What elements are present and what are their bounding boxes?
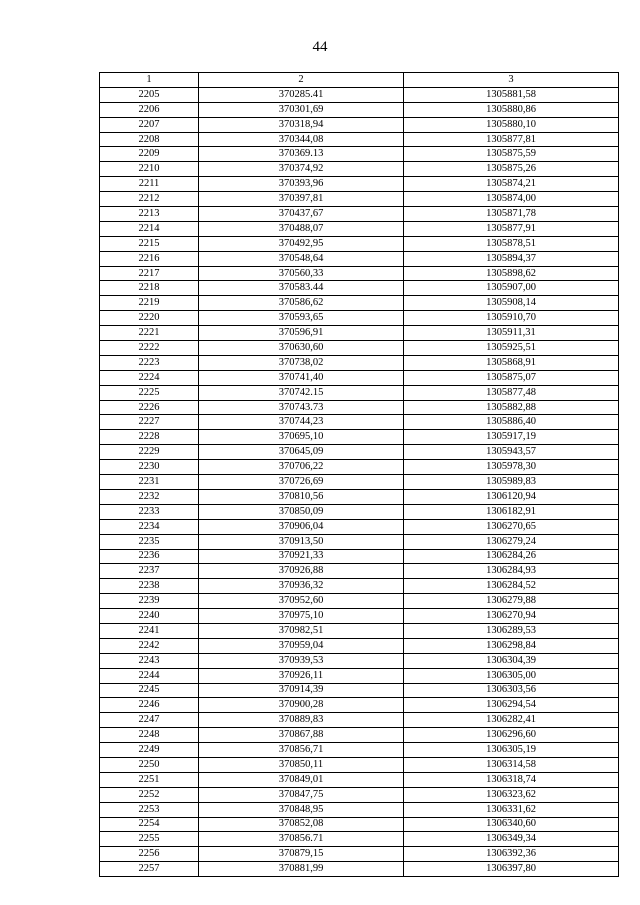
y-coordinate-cell: 1305874,21 (404, 177, 619, 192)
y-coordinate-cell: 1305882,88 (404, 400, 619, 415)
point-number-cell: 2226 (100, 400, 199, 415)
table-row (100, 415, 619, 430)
point-number-cell: 2216 (100, 251, 199, 266)
x-coordinate-cell: 370560,33 (199, 266, 404, 281)
table-body (100, 87, 619, 876)
table-row (100, 743, 619, 758)
point-number-cell: 2244 (100, 668, 199, 683)
y-coordinate-cell: 1305910,70 (404, 311, 619, 326)
table-row (100, 147, 619, 162)
table-row (100, 251, 619, 266)
x-coordinate-cell: 370695,10 (199, 430, 404, 445)
y-coordinate-cell: 1305880,10 (404, 117, 619, 132)
y-coordinate-cell: 1306318,74 (404, 772, 619, 787)
table-row (100, 772, 619, 787)
table-row (100, 266, 619, 281)
table-row (100, 221, 619, 236)
point-number-cell: 2233 (100, 504, 199, 519)
y-coordinate-cell: 1305886,40 (404, 415, 619, 430)
y-coordinate-cell: 1306120,94 (404, 489, 619, 504)
table-row (100, 445, 619, 460)
table-row (100, 862, 619, 877)
x-coordinate-cell: 370706,22 (199, 460, 404, 475)
point-number-cell: 2225 (100, 385, 199, 400)
y-coordinate-cell: 1305875,07 (404, 370, 619, 385)
y-coordinate-cell: 1305871,78 (404, 207, 619, 222)
point-number-cell: 2221 (100, 326, 199, 341)
x-coordinate-cell: 370548,64 (199, 251, 404, 266)
x-coordinate-cell: 370492,95 (199, 236, 404, 251)
point-number-cell: 2241 (100, 623, 199, 638)
table-row (100, 430, 619, 445)
x-coordinate-cell: 370852,08 (199, 817, 404, 832)
point-number-cell: 2229 (100, 445, 199, 460)
point-number-cell: 2257 (100, 862, 199, 877)
point-number-cell: 2205 (100, 87, 199, 102)
y-coordinate-cell: 1305894,37 (404, 251, 619, 266)
y-coordinate-cell: 1305877,81 (404, 132, 619, 147)
table-row (100, 355, 619, 370)
point-number-cell: 2212 (100, 192, 199, 207)
x-coordinate-cell: 370742.15 (199, 385, 404, 400)
table-row (100, 519, 619, 534)
y-coordinate-cell: 1306331,62 (404, 802, 619, 817)
point-number-cell: 2214 (100, 221, 199, 236)
y-coordinate-cell: 1306294,54 (404, 698, 619, 713)
y-coordinate-cell: 1305875,59 (404, 147, 619, 162)
x-coordinate-cell: 370848,95 (199, 802, 404, 817)
table-row (100, 847, 619, 862)
page-number: 44 (312, 39, 328, 55)
x-coordinate-cell: 370856.71 (199, 832, 404, 847)
table-row (100, 713, 619, 728)
y-coordinate-cell: 1306284,52 (404, 579, 619, 594)
x-coordinate-cell: 370975,10 (199, 609, 404, 624)
table-row (100, 385, 619, 400)
y-coordinate-cell: 1306392,36 (404, 847, 619, 862)
point-number-cell: 2206 (100, 102, 199, 117)
table-header-row (100, 73, 619, 88)
point-number-cell: 2231 (100, 475, 199, 490)
point-number-cell: 2251 (100, 772, 199, 787)
y-coordinate-cell: 1306289,53 (404, 623, 619, 638)
x-coordinate-cell: 370879,15 (199, 847, 404, 862)
x-coordinate-cell: 370583.44 (199, 281, 404, 296)
y-coordinate-cell: 1305874,00 (404, 192, 619, 207)
point-number-cell: 2217 (100, 266, 199, 281)
x-coordinate-cell: 370738,02 (199, 355, 404, 370)
point-number-cell: 2220 (100, 311, 199, 326)
y-coordinate-cell: 1305989,83 (404, 475, 619, 490)
point-number-cell: 2236 (100, 549, 199, 564)
table-row (100, 534, 619, 549)
x-coordinate-cell: 370889,83 (199, 713, 404, 728)
x-coordinate-cell: 370921,33 (199, 549, 404, 564)
y-coordinate-cell: 1305943,57 (404, 445, 619, 460)
table-row (100, 192, 619, 207)
y-coordinate-cell: 1306303,56 (404, 683, 619, 698)
table-row (100, 117, 619, 132)
x-coordinate-cell: 370726,69 (199, 475, 404, 490)
x-coordinate-cell: 370586,62 (199, 296, 404, 311)
point-number-cell: 2234 (100, 519, 199, 534)
table-row (100, 370, 619, 385)
point-number-cell: 2227 (100, 415, 199, 430)
y-coordinate-cell: 1306270,94 (404, 609, 619, 624)
y-coordinate-cell: 1306296,60 (404, 728, 619, 743)
x-coordinate-cell: 370906,04 (199, 519, 404, 534)
column-header-3: 3 (404, 73, 619, 88)
table-row (100, 787, 619, 802)
table-row (100, 564, 619, 579)
x-coordinate-cell: 370867,88 (199, 728, 404, 743)
table-row (100, 802, 619, 817)
x-coordinate-cell: 370810,56 (199, 489, 404, 504)
point-number-cell: 2254 (100, 817, 199, 832)
table-row (100, 177, 619, 192)
point-number-cell: 2253 (100, 802, 199, 817)
point-number-cell: 2255 (100, 832, 199, 847)
point-number-cell: 2213 (100, 207, 199, 222)
coordinates-table (99, 72, 619, 877)
table-row (100, 236, 619, 251)
table-row (100, 87, 619, 102)
table-row (100, 475, 619, 490)
y-coordinate-cell: 1305911,31 (404, 326, 619, 341)
point-number-cell: 2239 (100, 594, 199, 609)
x-coordinate-cell: 370285.41 (199, 87, 404, 102)
table-row (100, 132, 619, 147)
point-number-cell: 2240 (100, 609, 199, 624)
x-coordinate-cell: 370850,11 (199, 757, 404, 772)
point-number-cell: 2242 (100, 638, 199, 653)
y-coordinate-cell: 1305878,51 (404, 236, 619, 251)
y-coordinate-cell: 1306305,00 (404, 668, 619, 683)
point-number-cell: 2211 (100, 177, 199, 192)
y-coordinate-cell: 1306349,34 (404, 832, 619, 847)
point-number-cell: 2238 (100, 579, 199, 594)
y-coordinate-cell: 1306340,60 (404, 817, 619, 832)
x-coordinate-cell: 370437,67 (199, 207, 404, 222)
y-coordinate-cell: 1306323,62 (404, 787, 619, 802)
point-number-cell: 2256 (100, 847, 199, 862)
table-row (100, 638, 619, 653)
point-number-cell: 2224 (100, 370, 199, 385)
point-number-cell: 2252 (100, 787, 199, 802)
x-coordinate-cell: 370645,09 (199, 445, 404, 460)
point-number-cell: 2210 (100, 162, 199, 177)
table-row (100, 460, 619, 475)
point-number-cell: 2218 (100, 281, 199, 296)
x-coordinate-cell: 370850,09 (199, 504, 404, 519)
y-coordinate-cell: 1306270,65 (404, 519, 619, 534)
x-coordinate-cell: 370630,60 (199, 341, 404, 356)
point-number-cell: 2228 (100, 430, 199, 445)
y-coordinate-cell: 1306397,80 (404, 862, 619, 877)
x-coordinate-cell: 370982,51 (199, 623, 404, 638)
x-coordinate-cell: 370959,04 (199, 638, 404, 653)
point-number-cell: 2230 (100, 460, 199, 475)
table-row (100, 489, 619, 504)
table-row (100, 609, 619, 624)
y-coordinate-cell: 1306314,58 (404, 757, 619, 772)
table-row (100, 728, 619, 743)
y-coordinate-cell: 1306284,26 (404, 549, 619, 564)
x-coordinate-cell: 370596,91 (199, 326, 404, 341)
x-coordinate-cell: 370374,92 (199, 162, 404, 177)
point-number-cell: 2223 (100, 355, 199, 370)
table-row (100, 549, 619, 564)
table-row (100, 579, 619, 594)
point-number-cell: 2237 (100, 564, 199, 579)
y-coordinate-cell: 1306298,84 (404, 638, 619, 653)
point-number-cell: 2247 (100, 713, 199, 728)
table-row (100, 162, 619, 177)
y-coordinate-cell: 1306305,19 (404, 743, 619, 758)
y-coordinate-cell: 1305875,26 (404, 162, 619, 177)
table-row (100, 757, 619, 772)
point-number-cell: 2243 (100, 653, 199, 668)
table-row (100, 698, 619, 713)
x-coordinate-cell: 370488,07 (199, 221, 404, 236)
table-row (100, 832, 619, 847)
table-row (100, 341, 619, 356)
table-row (100, 102, 619, 117)
y-coordinate-cell: 1306279,24 (404, 534, 619, 549)
point-number-cell: 2250 (100, 757, 199, 772)
point-number-cell: 2207 (100, 117, 199, 132)
y-coordinate-cell: 1305898,62 (404, 266, 619, 281)
x-coordinate-cell: 370743.73 (199, 400, 404, 415)
table-row (100, 207, 619, 222)
point-number-cell: 2246 (100, 698, 199, 713)
x-coordinate-cell: 370939,53 (199, 653, 404, 668)
table-row (100, 683, 619, 698)
y-coordinate-cell: 1306279,88 (404, 594, 619, 609)
x-coordinate-cell: 370900,28 (199, 698, 404, 713)
table-row (100, 594, 619, 609)
x-coordinate-cell: 370318,94 (199, 117, 404, 132)
point-number-cell: 2232 (100, 489, 199, 504)
column-header-1: 1 (100, 73, 199, 88)
x-coordinate-cell: 370344,08 (199, 132, 404, 147)
point-number-cell: 2235 (100, 534, 199, 549)
table-row (100, 817, 619, 832)
x-coordinate-cell: 370952,60 (199, 594, 404, 609)
y-coordinate-cell: 1305880,86 (404, 102, 619, 117)
y-coordinate-cell: 1305925,51 (404, 341, 619, 356)
x-coordinate-cell: 370847,75 (199, 787, 404, 802)
table-row (100, 623, 619, 638)
y-coordinate-cell: 1306284,93 (404, 564, 619, 579)
x-coordinate-cell: 370926,88 (199, 564, 404, 579)
y-coordinate-cell: 1305877,48 (404, 385, 619, 400)
y-coordinate-cell: 1305868,91 (404, 355, 619, 370)
y-coordinate-cell: 1305881,58 (404, 87, 619, 102)
x-coordinate-cell: 370744,23 (199, 415, 404, 430)
table-row (100, 504, 619, 519)
point-number-cell: 2249 (100, 743, 199, 758)
x-coordinate-cell: 370849,01 (199, 772, 404, 787)
point-number-cell: 2245 (100, 683, 199, 698)
table-row (100, 311, 619, 326)
x-coordinate-cell: 370393,96 (199, 177, 404, 192)
point-number-cell: 2209 (100, 147, 199, 162)
x-coordinate-cell: 370593,65 (199, 311, 404, 326)
table-row (100, 653, 619, 668)
x-coordinate-cell: 370913,50 (199, 534, 404, 549)
table-row (100, 326, 619, 341)
x-coordinate-cell: 370301,69 (199, 102, 404, 117)
table-row (100, 400, 619, 415)
x-coordinate-cell: 370926,11 (199, 668, 404, 683)
y-coordinate-cell: 1305907,00 (404, 281, 619, 296)
column-header-2: 2 (199, 73, 404, 88)
x-coordinate-cell: 370369.13 (199, 147, 404, 162)
table-row (100, 296, 619, 311)
point-number-cell: 2219 (100, 296, 199, 311)
y-coordinate-cell: 1306182,91 (404, 504, 619, 519)
y-coordinate-cell: 1305908,14 (404, 296, 619, 311)
x-coordinate-cell: 370881,99 (199, 862, 404, 877)
point-number-cell: 2208 (100, 132, 199, 147)
point-number-cell: 2215 (100, 236, 199, 251)
x-coordinate-cell: 370856,71 (199, 743, 404, 758)
table-row (100, 668, 619, 683)
point-number-cell: 2248 (100, 728, 199, 743)
y-coordinate-cell: 1305877,91 (404, 221, 619, 236)
y-coordinate-cell: 1306282,41 (404, 713, 619, 728)
x-coordinate-cell: 370914,39 (199, 683, 404, 698)
table-row (100, 281, 619, 296)
y-coordinate-cell: 1305917,19 (404, 430, 619, 445)
x-coordinate-cell: 370741,40 (199, 370, 404, 385)
point-number-cell: 2222 (100, 341, 199, 356)
y-coordinate-cell: 1305978,30 (404, 460, 619, 475)
x-coordinate-cell: 370397,81 (199, 192, 404, 207)
x-coordinate-cell: 370936,32 (199, 579, 404, 594)
y-coordinate-cell: 1306304,39 (404, 653, 619, 668)
